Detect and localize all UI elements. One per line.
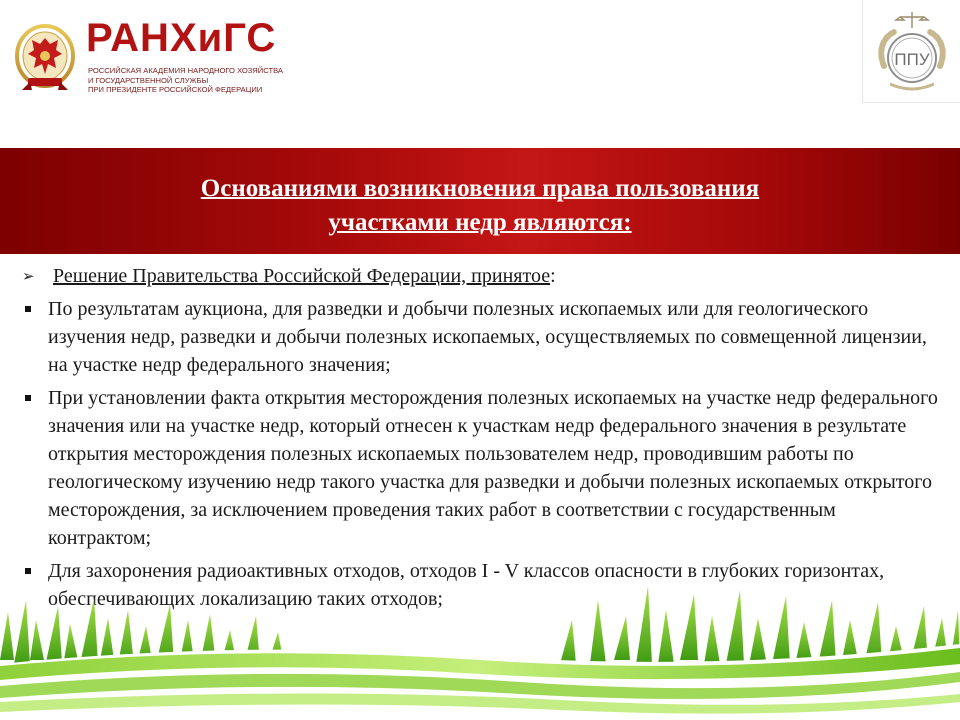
ppu-logo: [862, 0, 960, 103]
ppu-text: ППУ: [894, 50, 930, 69]
ppu-emblem-icon: [872, 8, 952, 94]
grass-decoration: [0, 560, 960, 720]
brand-subtitle-line: РОССИЙСКАЯ АКАДЕМИЯ НАРОДНОГО ХОЗЯЙСТВА: [88, 66, 283, 75]
list-item-text: При установлении факта открытия месторождения полезных ископаемых на участке недр федерального значения или на участке недр, который отнесен к участкам недр федерального значения в результате открытия месторождения полезных ископаемых пользователем недр, проводившим работы по геологическому изучению недр такого участка для разведки и добычи полезных ископаемых открытого месторождения, за исключением проведения таких работ в соответствии с государственным контрактом;: [48, 387, 938, 549]
brand-subtitle-line: И ГОСУДАРСТВЕННОЙ СЛУЖБЫ: [88, 75, 209, 85]
square-bullet-icon: [25, 395, 31, 401]
emblem-icon: [14, 20, 76, 96]
list-item-text: По результатам аукциона, для разведки и добычи полезных ископаемых или для геологического изучения недр, разведки и добычи полезных ископаемых, осуществляемых по совмещенной лицензии, на участке недр федерального значения;: [48, 298, 927, 376]
slide-title-line: Основаниями возникновения права пользования: [200, 175, 760, 202]
lead-underlined-text: Решение Правительства Российской Федерации, принятое: [53, 265, 551, 287]
lead-suffix: :: [550, 265, 556, 287]
list-item: [22, 384, 942, 552]
slide-title: [0, 172, 960, 240]
title-banner: [0, 148, 960, 254]
brand-name: РАНХиГС: [86, 16, 277, 60]
arrow-bullet-icon: ➢: [22, 267, 35, 285]
square-bullet-icon: [25, 306, 31, 312]
ranepa-logo: [14, 14, 283, 100]
brand-subtitle: [88, 66, 283, 95]
list-item-lead: [22, 262, 942, 290]
list-item-text: Для захоронения радиоактивных отходов, отходов I - V классов опасности в глубоких горизонтах, обеспечивающих локализацию таких отходов;: [48, 560, 885, 610]
list-item-text: [48, 262, 942, 290]
list-item: [22, 295, 942, 379]
brand-subtitle-line: ПРИ ПРЕЗИДЕНТЕ РОССИЙСКОЙ ФЕДЕРАЦИИ: [88, 85, 263, 95]
slide-title-line: участками недр являются:: [328, 209, 632, 236]
